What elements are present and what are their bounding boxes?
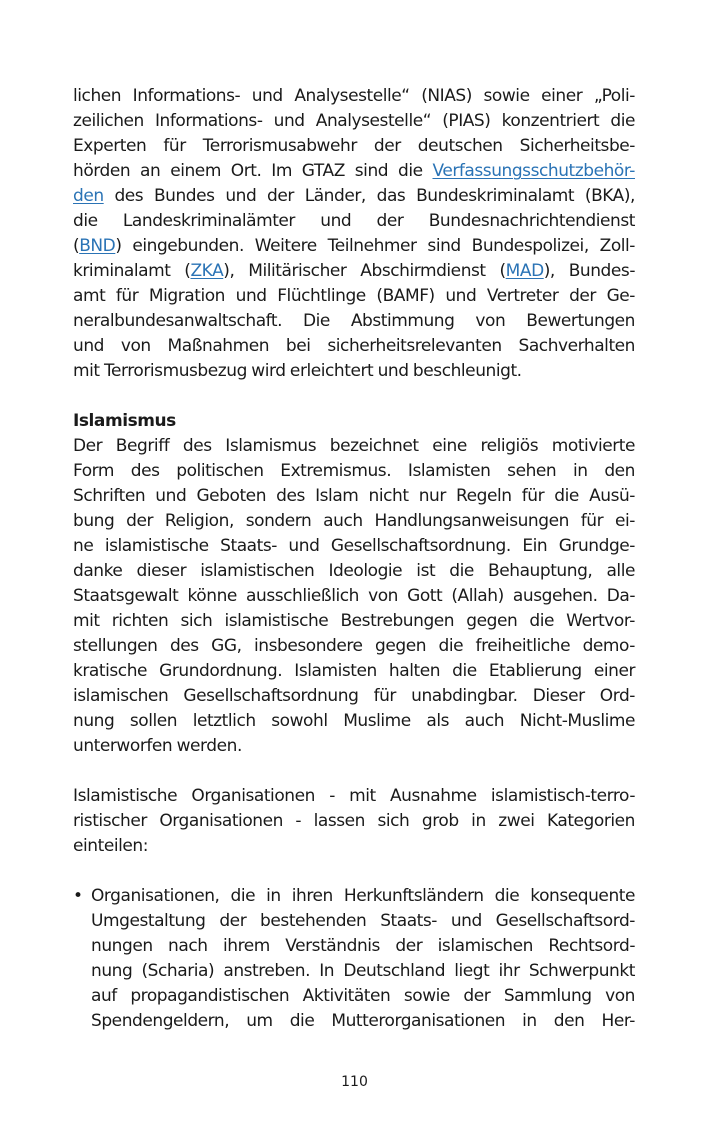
bullet-text (91, 884, 635, 1034)
paragraph-organisationen-intro (73, 784, 635, 859)
text-line: bung der Religion, sondern auch Handlungsanweisungen für ei- (73, 511, 635, 531)
text-line: amt für Migration und Flüchtlinge (BAMF) und Vertreter der Ge- (73, 286, 635, 306)
text-line: islamischen Gesellschaftsordnung für unabdingbar. Dieser Ord- (73, 686, 635, 706)
text-line: Staatsgewalt könne ausschließlich von Gott (Allah) ausgehen. Da- (73, 586, 635, 606)
text-line: neralbundesanwaltschaft. Die Abstimmung von Bewertungen (73, 311, 635, 331)
text-line: Islamistische Organisationen - mit Ausnahme islamistisch-terro- (73, 786, 635, 806)
text-line: Der Begriff des Islamismus bezeichnet eine religiös motivierte (73, 436, 635, 456)
link-mad[interactable]: MAD (505, 261, 544, 281)
text-line: Experten für Terrorismusabwehr der deutschen Sicherheitsbe- (73, 136, 635, 156)
text-line: stellungen des GG, insbesondere gegen die freiheitliche demo- (73, 636, 635, 656)
text-span: ) eingebunden. Weitere Teilnehmer sind Bundespolizei, Zoll- (115, 236, 635, 256)
text-span: kriminalamt ( (73, 261, 191, 281)
paragraph-gap (73, 384, 635, 409)
text-line: Spendengeldern, um die Mutterorganisationen in den Her- (91, 1011, 635, 1031)
bullet-list-item (73, 884, 635, 1034)
text-line: Organisationen, die in ihren Herkunftsländern die konsequente (91, 886, 635, 906)
link-verfassungsschutzbehoerden-cont[interactable]: den (73, 186, 104, 206)
text-line: die Landeskriminalämter und der Bundesnachrichtendienst (73, 211, 635, 231)
text-line: nungen nach ihrem Verständnis der islamischen Rechtsord- (91, 936, 635, 956)
text-line (73, 234, 635, 259)
paragraph-gtaz (73, 84, 635, 384)
text-line: mit Terrorismusbezug wird erleichtert und beschleunigt. (73, 361, 522, 381)
text-line: lichen Informations- und Analysestelle“ (NIAS) sowie einer „Poli- (73, 86, 635, 106)
text-line: und von Maßnahmen bei sicherheitsrelevanten Sachverhalten (73, 336, 635, 356)
text-line: Form des politischen Extremismus. Islamisten sehen in den (73, 461, 635, 481)
text-line: nung sollen letztlich sowohl Muslime als auch Nicht-Muslime (73, 711, 635, 731)
text-span: ( (73, 236, 80, 256)
text-line (73, 184, 635, 209)
text-span: des Bundes und der Länder, das Bundeskriminalamt (BKA), (103, 186, 635, 206)
text-line: auf propagandistischen Aktivitäten sowie der Sammlung von (91, 986, 635, 1006)
text-line: einteilen: (73, 836, 148, 856)
text-span: hörden an einem Ort. Im GTAZ sind die (73, 161, 433, 181)
text-line: unterworfen werden. (73, 736, 242, 756)
link-bnd[interactable]: BND (79, 236, 116, 256)
section-heading: Islamismus (73, 411, 176, 431)
link-zka[interactable]: ZKA (190, 261, 224, 281)
bullet-icon: • (73, 886, 84, 906)
paragraph-gap (73, 859, 635, 884)
paragraph-gap (73, 759, 635, 784)
text-line: ristischer Organisationen - lassen sich grob in zwei Kategorien (73, 811, 635, 831)
text-line: zeilichen Informations- und Analysestelle“ (PIAS) konzentriert die (73, 111, 635, 131)
text-line: danke dieser islamistischen Ideologie ist die Behauptung, alle (73, 561, 635, 581)
paragraph-islamismus-definition (73, 434, 635, 759)
text-line: Umgestaltung der bestehenden Staats- und Gesellschaftsord- (91, 911, 635, 931)
text-line: Schriften und Geboten des Islam nicht nur Regeln für die Ausü- (73, 486, 635, 506)
page-number: 110 (341, 1074, 368, 1090)
text-span: ), Bundes- (543, 261, 635, 281)
text-line (73, 259, 635, 284)
text-line: mit richten sich islamistische Bestrebungen gegen die Wertvor- (73, 611, 635, 631)
document-body (73, 84, 635, 1034)
text-line: nung (Scharia) anstreben. In Deutschland liegt ihr Schwerpunkt (91, 961, 635, 981)
text-span: ), Militärischer Abschirmdienst ( (223, 261, 506, 281)
link-verfassungsschutzbehoerden[interactable]: Verfassungsschutzbehör- (432, 161, 635, 181)
text-line: kratische Grundordnung. Islamisten halten die Etablierung einer (73, 661, 635, 681)
text-line (73, 159, 635, 184)
text-line: ne islamistische Staats- und Gesellschaftsordnung. Ein Grundge- (73, 536, 635, 556)
